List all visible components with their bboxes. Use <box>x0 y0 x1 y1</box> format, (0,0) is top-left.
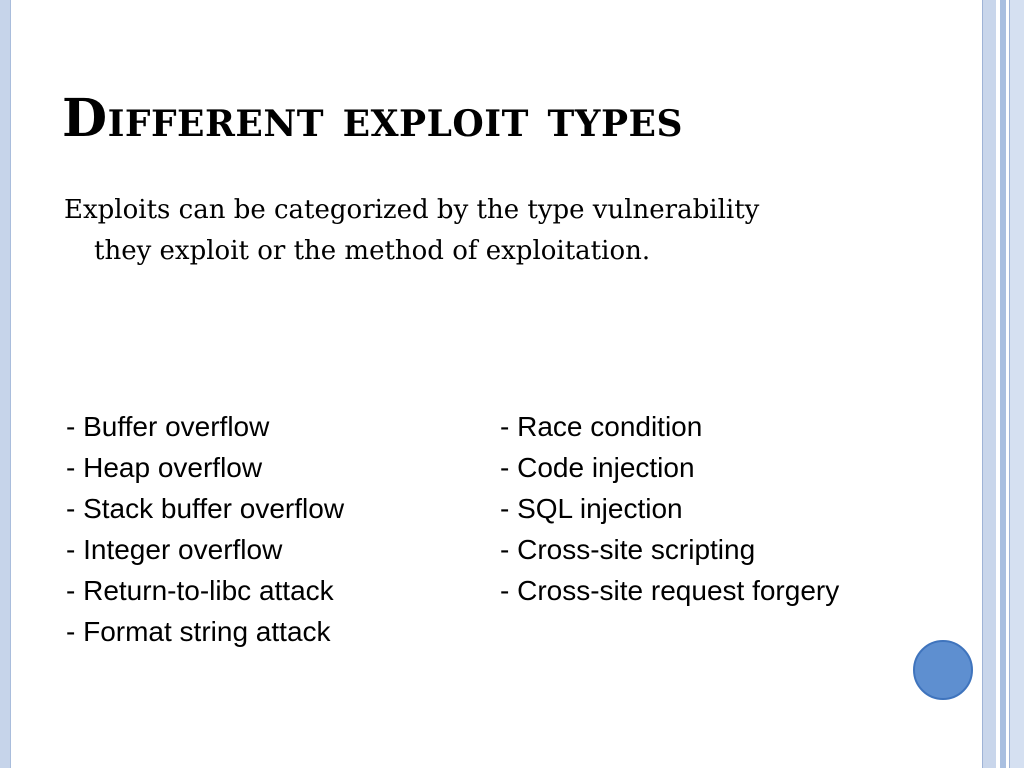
decorative-circle <box>913 640 973 700</box>
list-item: - Code injection <box>500 452 695 483</box>
list-item: - Buffer overflow <box>66 411 270 442</box>
list-item: - Race condition <box>500 411 703 442</box>
list-item: - Heap overflow <box>66 452 263 483</box>
list-item: - Cross-site request forgery <box>500 575 840 606</box>
right-border-decoration <box>978 0 1024 768</box>
list-item: - Format string attack <box>66 616 331 647</box>
left-border-decoration <box>0 0 11 768</box>
slide-title: Different exploit types <box>62 88 683 149</box>
intro-paragraph: Exploits can be categorized by the type vulnerability they exploit or the method of exploitation. <box>64 195 760 266</box>
exploit-list-right <box>500 406 839 611</box>
list-item: - Return-to-libc attack <box>66 575 334 606</box>
list-item: - SQL injection <box>500 493 683 524</box>
list-item: - Integer overflow <box>66 534 283 565</box>
list-item: - Cross-site scripting <box>500 534 756 565</box>
list-item: - Stack buffer overflow <box>66 493 345 524</box>
exploit-list-left <box>66 406 344 652</box>
